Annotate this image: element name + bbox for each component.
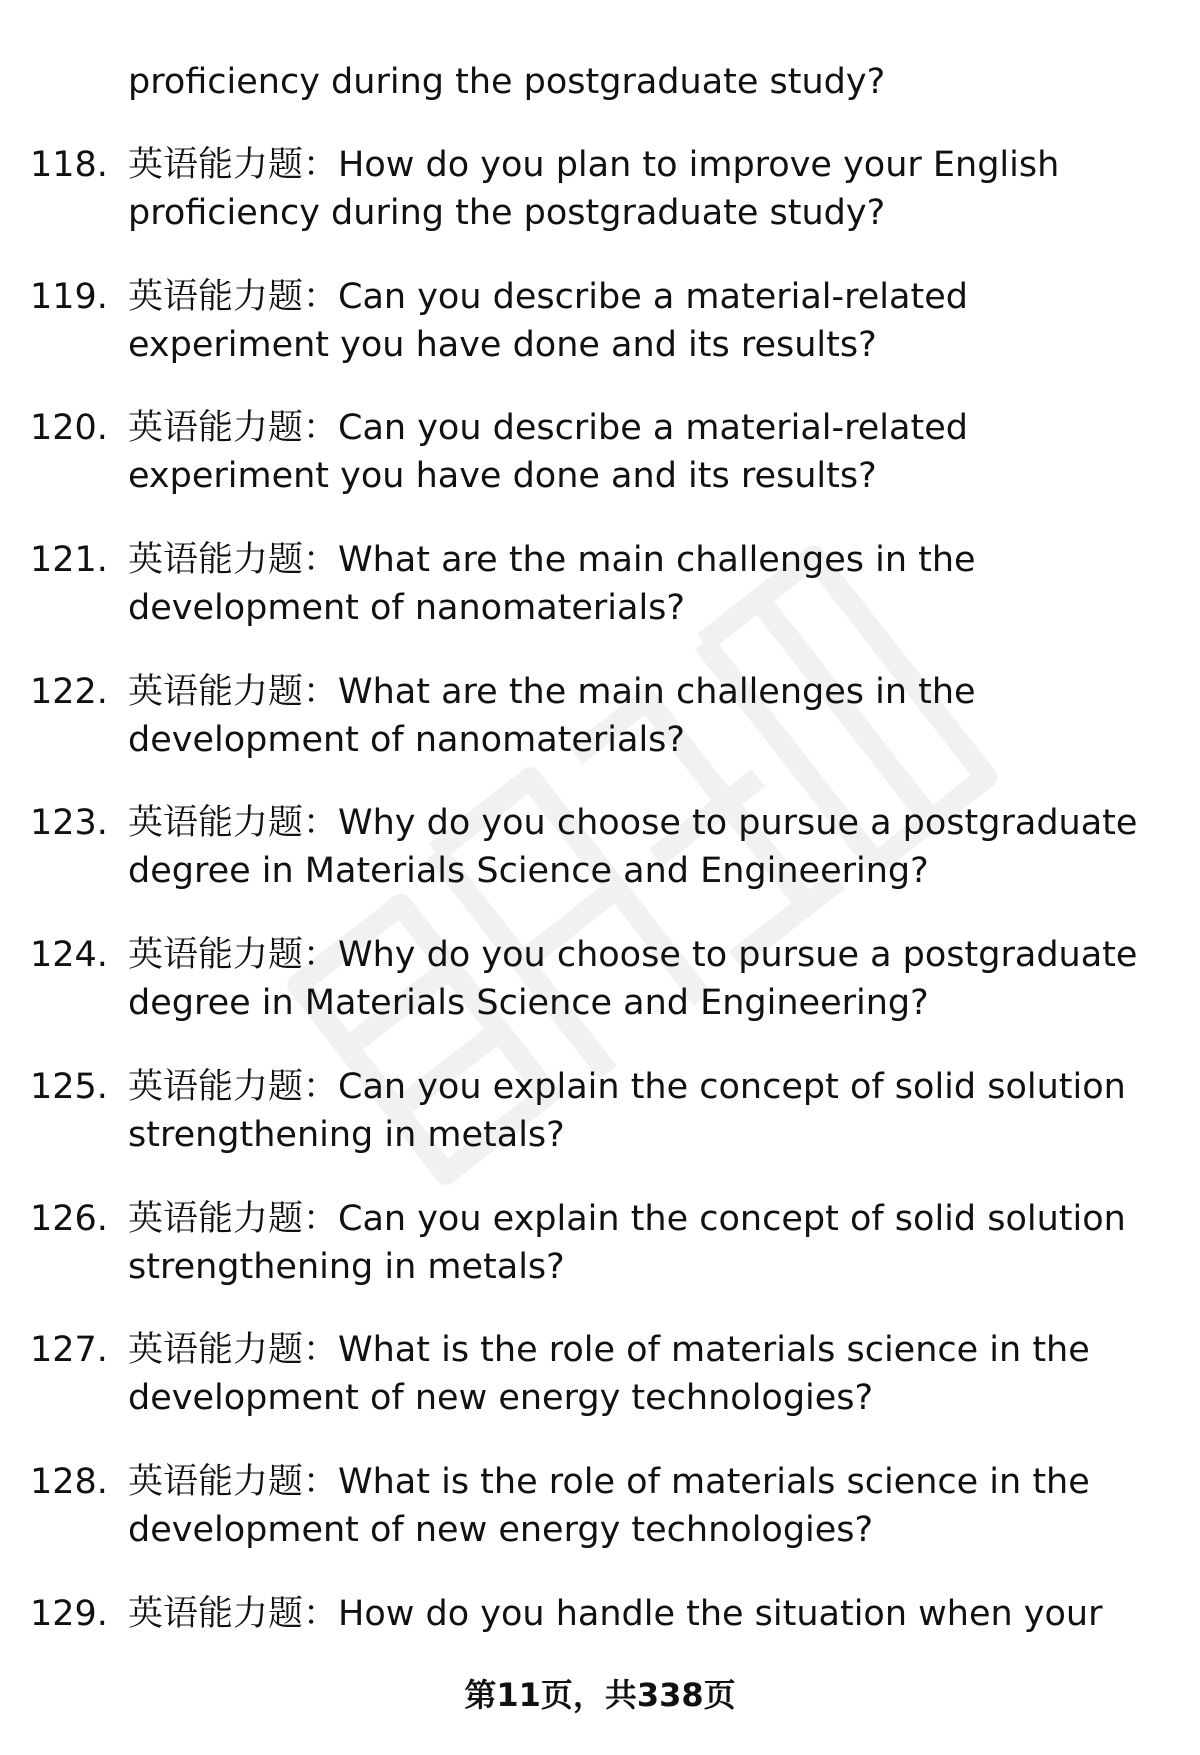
question-body [128, 931, 1168, 1027]
question-body [128, 1590, 1168, 1638]
question-item [0, 668, 1200, 800]
question-tag: 英语能力题： [128, 276, 339, 317]
question-list [0, 141, 1200, 1721]
question-body [128, 273, 1168, 369]
question-item [0, 536, 1200, 668]
question-number: 118. [30, 145, 108, 185]
question-text: Can you explain the concept of solid solution strengthening in metals? [128, 1066, 1126, 1155]
question-tag: 英语能力题： [128, 145, 339, 185]
question-body [128, 404, 1168, 500]
question-tag: 英语能力题： [128, 1330, 339, 1371]
question-body [128, 799, 1168, 895]
question-item [0, 141, 1200, 273]
question-item [0, 931, 1200, 1063]
question-text: Why do you choose to pursue a postgraduate degree in Materials Science and Engineering? [128, 803, 1138, 892]
page-footer: 第11页，共338页 [464, 1676, 736, 1714]
question-item [0, 1063, 1200, 1195]
question-body [128, 1458, 1168, 1554]
question-item [0, 273, 1200, 405]
question-tag: 英语能力题： [128, 671, 339, 712]
question-text: What is the role of materials science in the development of new energy technologies? [128, 1330, 1090, 1419]
question-tag: 英语能力题： [128, 935, 339, 976]
question-body [128, 536, 1168, 632]
question-number: 129. [30, 1593, 108, 1634]
question-tag: 英语能力题： [128, 1198, 339, 1239]
question-number: 125. [30, 1066, 108, 1107]
question-text: How do you handle the situation when your [338, 1593, 1103, 1634]
question-item [0, 1458, 1200, 1590]
question-item [0, 404, 1200, 536]
question-text: What are the main challenges in the development of nanomaterials? [128, 540, 976, 629]
question-number: 120. [30, 408, 108, 449]
question-item [0, 799, 1200, 931]
question-number: 127. [30, 1330, 108, 1371]
question-tag: 英语能力题： [128, 540, 339, 581]
question-tag: 英语能力题： [128, 1593, 339, 1634]
question-text: Can you explain the concept of solid solution strengthening in metals? [128, 1198, 1126, 1287]
question-tag: 英语能力题： [128, 1461, 339, 1502]
question-body [128, 668, 1168, 764]
question-tag: 英语能力题： [128, 408, 339, 449]
question-text: How do you plan to improve your English proficiency during the postgraduate study? [128, 145, 1060, 233]
question-body [128, 1063, 1168, 1159]
question-text: What is the role of materials science in the development of new energy technologies? [128, 1461, 1090, 1550]
continuation-text: proficiency during the postgraduate study? [128, 62, 886, 102]
question-text: Why do you choose to pursue a postgraduate degree in Materials Science and Engineering? [128, 935, 1138, 1024]
question-item [0, 1326, 1200, 1458]
question-number: 119. [30, 276, 108, 317]
question-number: 122. [30, 671, 108, 712]
question-tag: 英语能力题： [128, 1066, 339, 1107]
question-text: What are the main challenges in the development of nanomaterials? [128, 671, 976, 760]
question-body [128, 141, 1168, 237]
question-tag: 英语能力题： [128, 803, 339, 844]
question-body [128, 1195, 1168, 1291]
question-text: Can you describe a material-related experiment you have done and its results? [128, 276, 968, 365]
question-number: 124. [30, 935, 108, 976]
question-number: 128. [30, 1461, 108, 1502]
question-number: 123. [30, 803, 108, 844]
question-number: 126. [30, 1198, 108, 1239]
question-body [128, 1326, 1168, 1422]
question-number: 121. [30, 540, 108, 581]
question-text: Can you describe a material-related experiment you have done and its results? [128, 408, 968, 497]
question-item [0, 1195, 1200, 1327]
